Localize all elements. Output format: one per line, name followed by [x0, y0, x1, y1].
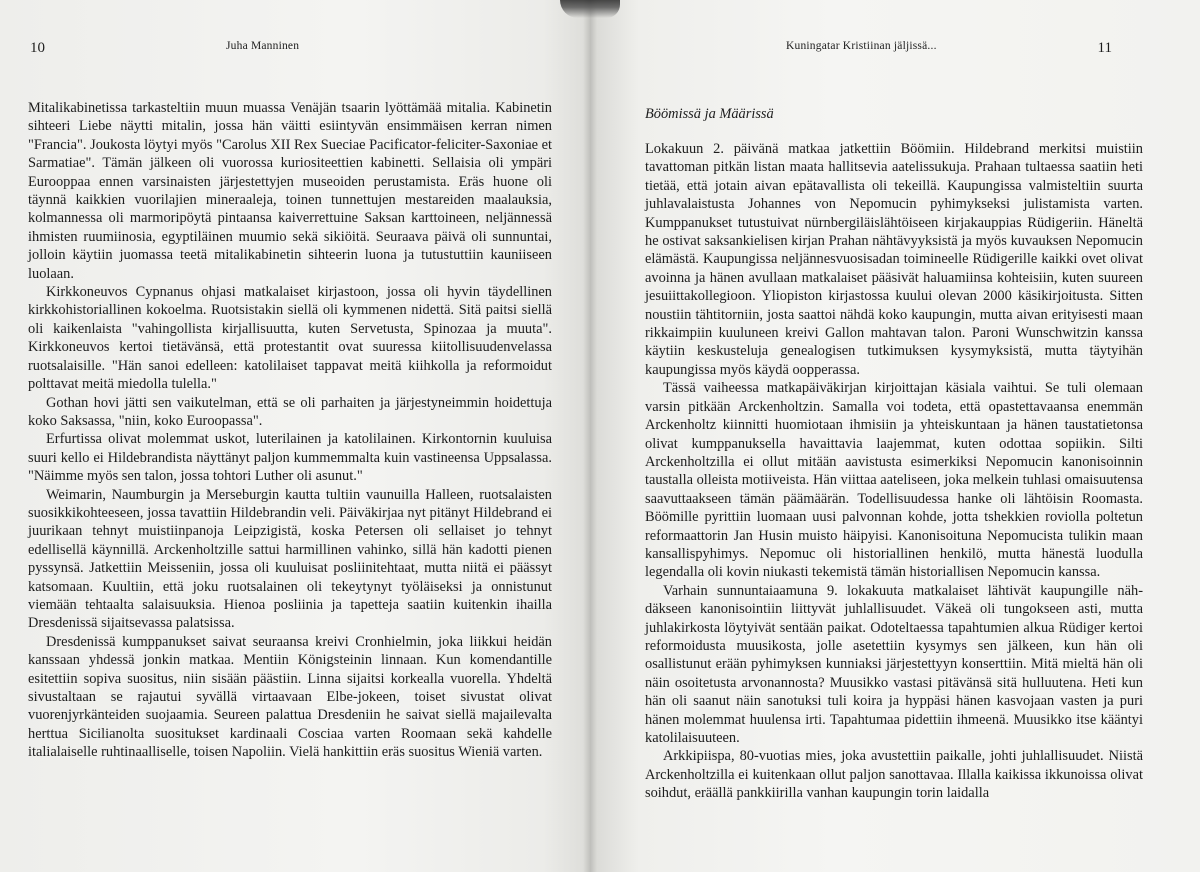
left-page-number: 10 [30, 40, 45, 56]
book-gutter-shadow [583, 0, 597, 872]
left-paragraph-6: Dresdenissä kumppanukset saivat seuraansa kreivi Cronhielmin, joka liikkui heidän kanssaan yhdessä jonkin matkaa. Mentiin Königsteinin linnaan. Kun komendantille esitettiin sopiva suositus, niin sisään päästiin. Linna sijaitsi korkealla vuorella. Yhdeltä sivustaltaan se rajautui syvällä virtaavaan Elbe-jokeen, toiset sivustat olivat vuorenjyrkänteiden suojaamia. Seureen palattua Dresdeniin he saivat siellä majailevalta herttua Sicilianolta suositukset kardinaali Cosciaa varten Roomaan sekä kahdelle italialaiselle ruhtinaalliselle, toisen Napoliin. Vielä hankittiin eräs suositus Wieniä varten. [28, 633, 552, 761]
right-page-number: 11 [1097, 40, 1112, 56]
left-paragraph-3: Gothan hovi jätti sen vaikutelman, että se oli parhaiten ja järjestyneimmin hoidettuja koko Saksassa, "niin, koko Euroopassa". [28, 394, 552, 429]
right-paragraph-2: Tässä vaiheessa matkapäiväkirjan kirjoittajan käsiala vaihtui. Se tuli olemaan varsin pitkään Arckenholtzin. Samalla voi todeta, että opastettavaansa enemmän Arckenholtz kiinnitti huomiotaan ihmisiin ja yhteiskuntaan ja hänen taustatietonsa olivat kumppanuksella havaittavia laajemmat, kuten odottaa sopiikin. Silti Arckenholtzilla ei ollut mitään aavistusta esimerkiksi Nepomucin kanonisoinnin taustalla olleista motiiveista. Hän viittaa aateliseen, joka melkein tuhlasi omaisuutensa saavuttaakseen tämän päämäärän. Todellisuudessa hanke oli lähtöisin Roomasta. Böömille pyrittiin luomaan uusi palvonnan kohde, jotta tshekkien roviolla poltetun reformaattorin Jan Husin muisto häipyisi. Kanonisoituna Nepomucista tulikin maan kansallispyhimys. Nepomuc oli historiallinen henkilö, mutta hänestä luodulla legendalla oli kovin niukasti tekemistä tämän historiallisen Nepomucin kanssa. [645, 380, 1143, 581]
right-running-head: Kuningatar Kristiinan jäljissä... [786, 40, 937, 52]
right-paragraph-3: Varhain sunnuntaiaamuna 9. lokakuuta matkalaiset lähtivät kaupungille nähdäkseen kanonisointiin liittyvät juhlallisuudet. Väkeä oli tungokseen asti, mutta juhlakirkosta löytyivät sentään paikat. Odoteltaessa tapahtumien alkua Rüdiger kertoi reformoidusta muusikosta, jolle asetettiin kysymys sen jälkeen, kun hän oli osallistunut erään pyhimyksen kunniaksi järjestettyyn konserttiin. Mitä mieltä hän oli näin osoitetusta arvonannosta? Muusikko vastasi pitävänsä sitä hulluutena. Heti kun hän oli saanut näin sanotuksi tuli koira ja hyppäsi hänen kasvojaan vasten ja puri hänen molemmat huulensa irti. Tapahtumaa pidettiin ihmeenä. Muusikko itse kääntyi katolilaisuuteen. [645, 582, 1143, 746]
right-paragraph-1: Lokakuun 2. päivänä matkaa jatkettiin Böömiin. Hildebrand merkitsi muistiin tavattoman pitkän listan maata hallitsevia aatelissukuja. Prahaan tultaessa saatiin heti tietää, että jotain aivan epätavallista oli tekeillä. Kaupungissa valmisteltiin suurta juhlavalaistusta Johannes von Nepomucin pyhimykseksi julistamista varten. Kumppanukset tutustuivat nürnbergiläislähtöiseen kirjakauppias Rüdigeriin. Häneltä he ostivat saksankielisen kirjan Prahan nähtävyyksistä ja myös kuvauksen Nepomucin elämästä. Kaupungissa neljännesvuosisadan toimineelle Rüdigerille kaikki ovet olivat avoinna ja hänen avullaan matkalaiset pääsivät haluamiinsa kohteisiin, kuten suureen jesuiittakollegioon. Yliopiston kirjastossa kuului olevan 2000 käsikirjoitusta. Sitten noustiin tähtitorniin, josta saattoi nähdä koko kaupungin, mutta aivan erityisesti maan rikkaimpiin kuuluneen kreivi Gallon mahtavan talon. Paroni Wunschwitzin kanssa käytiin keskusteluja genealogisen tutkimuksen kysymyksistä, mutta täytyihän kaupungissa myös käydä oopperassa. [645, 141, 1143, 378]
left-paragraph-1: Mitalikabinetissa tarkasteltiin muun muassa Venäjän tsaarin lyöttämää mitalia. Kabinetin sihteeri Liebe näytti mitalin, jossa hän väitti esiintyvän ensimmäisen kerran nimen "Francia". Joukosta löytyi myös "Carolus XII Rex Sueciae Pacificator-feliciter-Saxoniae et Sarmatiae". Tämän jälkeen oli vuorossa kuriositeettien kabinetti. Sellaisia oli ympäri Eurooppaa ennen varsinaisten järjestettyjen museoiden perustamista. Eräs huone oli täynnä kaikkien vuorilajien mineraaleja, toinen tunnettujen mestareiden maalauksia, kolmannessa oli marmoripöytä pintaansa kaiverrettuine Saksan karttoineen, neljännessä ihmisten ruumiinosia, egyptiläinen muumio sekä sikiöitä. Seuraava päivä oli sunnuntai, jolloin käytiin juomassa teetä mitalikabinetin sihteerin luona ja tutustuttiin kauniiseen luolaan. [28, 100, 552, 282]
right-body-text [645, 140, 1143, 803]
left-body-text [28, 99, 552, 762]
left-paragraph-5: Weimarin, Naumburgin ja Merseburgin kautta tultiin vaunuilla Halleen, ruotsalaisten suosikkikohteeseen, jossa tavattiin Hildebrandin veli. Päiväkirjaa nyt pitänyt Hildebrand ei juurikaan tehnyt muistiinpanoja Leipzigistä, koska Petersen oli sellaiset jo tehnyt edellisellä käynnillä. Arckenholtzille sattui harmillinen vahinko, sillä hän kadotti pienen pyssynsä. Jatkettiin Meisseniin, jossa oli kuuluisat posliinitehtaat, mutta niitä ei päässyt katsomaan. Kuultiin, että joku ruotsalainen oli tekeytynyt työläiseksi ja onnistunut viemään tehtaalta salaisuuksia. Hienoa posliinia ja tapetteja saatiin kuitenkin ihailla Dresdenissä sijaitsevassa palatsissa. [28, 486, 552, 632]
section-heading: Böömissä ja Määrissä [645, 106, 774, 122]
right-page [590, 0, 1200, 872]
left-paragraph-2: Kirkkoneuvos Cypnanus ohjasi matkalaiset kirjastoon, jossa oli hyvin täydellinen kirkkohistoriallinen kokoelma. Ruotsistakin siellä oli kymmenen nidettä. Sitä paitsi siellä oli kaikenlaista "vahingollista kirjallisuutta, kuten Servetusta, Spinozaa ja muuta". Kirkkoneuvos kertoi tietävänsä, että protestantit ovat suuressa kiitollisuudenvelassa ruotsalaisille. "Hän sanoi edelleen: katolilaiset tappavat meitä kiihkolla ja reformoidut polttavat meitä miedolla tulella." [28, 284, 552, 393]
left-paragraph-4: Erfurtissa olivat molemmat uskot, luterilainen ja katolilainen. Kirkontornin kuuluisa suuri kello ei Hildebrandista näyttänyt paljon kummemmalta kuin vastineensa Uppsalassa. "Näimme myös sen talon, jossa tohtori Luther oli asunut." [28, 431, 552, 485]
left-page [0, 0, 590, 872]
left-running-head: Juha Manninen [226, 40, 300, 52]
right-paragraph-4: Arkkipiispa, 80-vuotias mies, joka avustettiin paikalle, johti juhlallisuudet. Niistä Arckenholtzilla ei kuitenkaan ollut paljon sanottavaa. Illalla kaikissa ikkunoissa olivat soihdut, eräällä pankkiirilla vanhan kaupungin torin laidalla [645, 748, 1143, 802]
page-corner-shadow [560, 0, 620, 18]
